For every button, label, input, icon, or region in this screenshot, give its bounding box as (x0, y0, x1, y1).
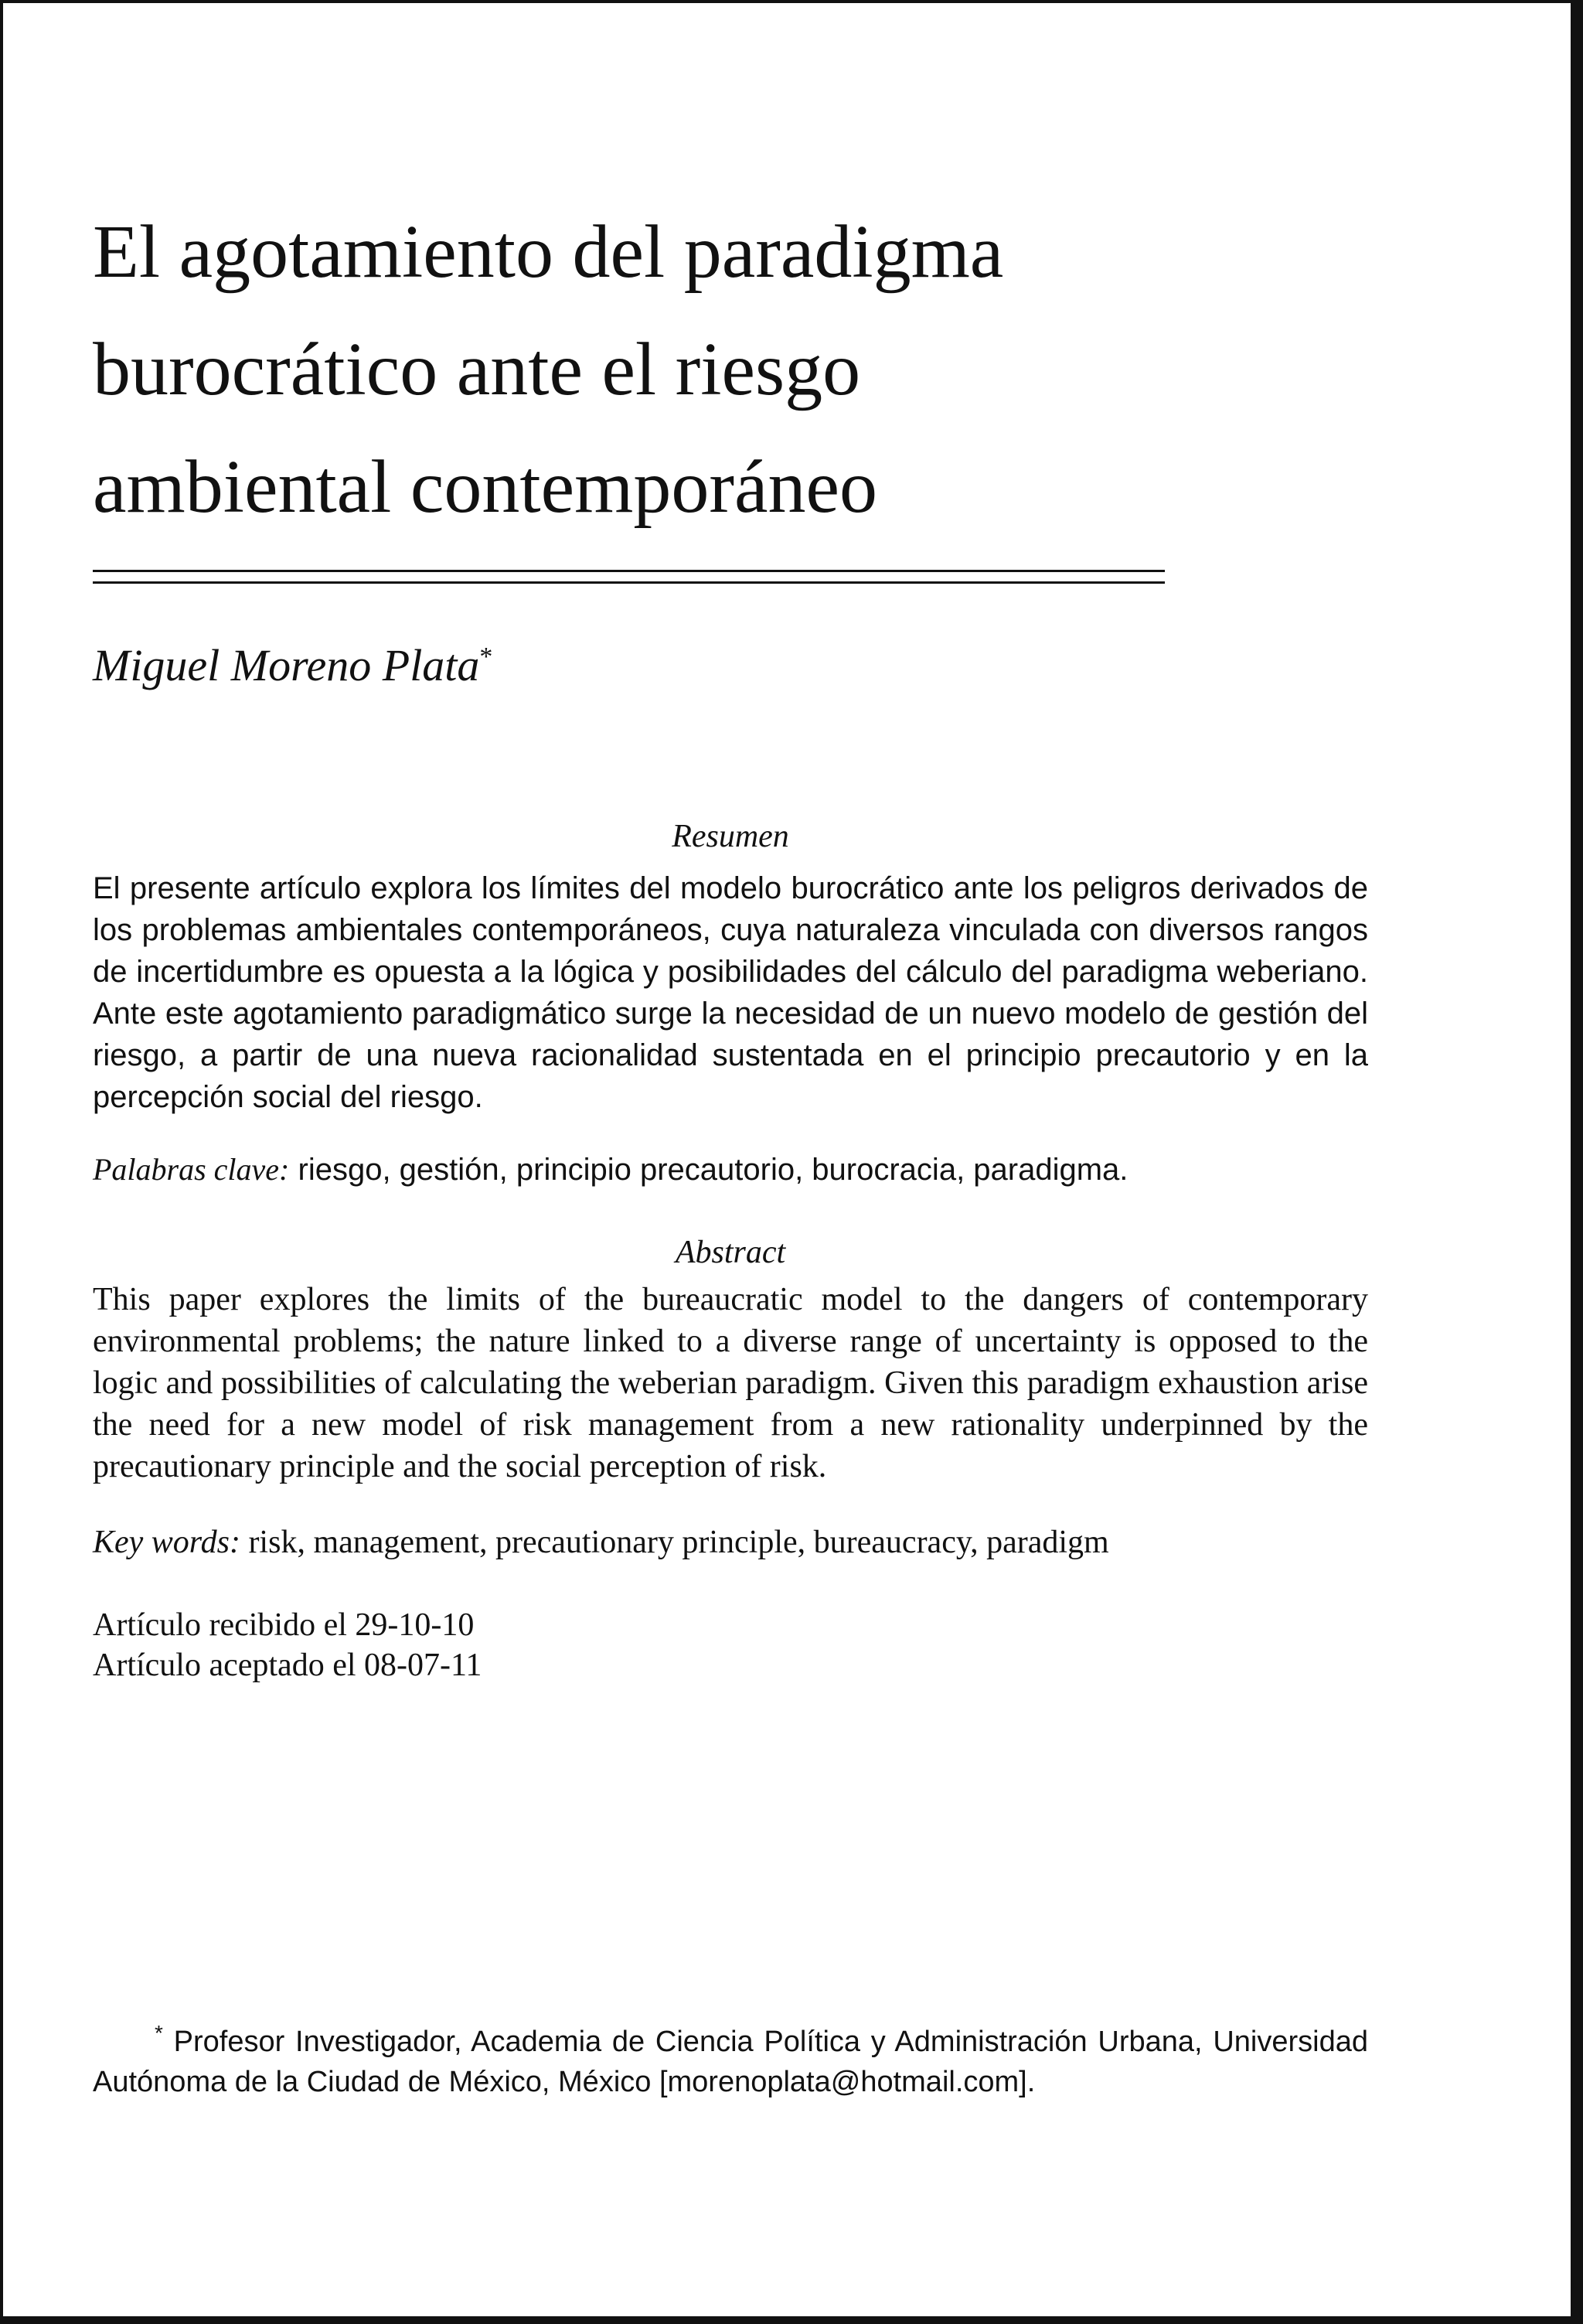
abstract-keywords-label: Key words: (93, 1525, 240, 1560)
abstract-heading: Abstract (675, 1235, 786, 1270)
article-title: El agotamiento del paradigma burocrático ante el riesgo ambiental contemporáneo (93, 210, 1004, 529)
abstract-keywords-list: risk, management, precautionary principle, bureaucracy, paradigm (248, 1525, 1109, 1560)
abstract-text: This paper explores the limits of the bureaucratic model to the dangers of contemporary environmental problems; the nature linked to a diverse range of uncertainty is opposed to the logic and possibilities of calculating the weberian paradigm. Given this paradigm exhaustion arise the need for a new model of risk management from a new rationality underpinned by the precautionary principle and the social perception of risk. (93, 1282, 1368, 1484)
accepted-date: Artículo aceptado el 08-07-11 (93, 1648, 482, 1683)
author-footnote (93, 2013, 1368, 2102)
scan-edge-left (0, 0, 3, 2324)
scan-edge-right (1571, 0, 1583, 2324)
scan-edge-bottom (0, 2316, 1583, 2324)
author-footnote-mark: * (479, 642, 493, 671)
abstract-keywords (93, 1522, 1368, 1563)
resumen-heading: Resumen (672, 819, 789, 854)
footnote-mark: * (155, 2021, 163, 2045)
article-dates (93, 1605, 482, 1685)
footnote-text: Profesor Investigador, Academia de Ciencia Política y Administración Urbana, Universidad Autónoma de la Ciudad de México, México [morenoplata@hotmail.com]. (93, 2026, 1368, 2098)
scan-edge-top (0, 0, 1583, 3)
author-name (93, 626, 492, 697)
resumen-keywords-list: riesgo, gestión, principio precautorio, burocracia, paradigma. (298, 1153, 1129, 1187)
resumen-keywords-label: Palabras clave: (93, 1152, 290, 1187)
resumen-keywords (93, 1149, 1368, 1191)
author-name-text: Miguel Moreno Plata (93, 640, 480, 690)
received-date: Artículo recibido el 29-10-10 (93, 1607, 475, 1643)
resumen-text: El presente artículo explora los límites del modelo burocrático ante los peligros derivados de los problemas ambientales contemporáneos, cuya naturaleza vinculada con diversos rangos de incertidumbre es opuesta a la lógica y posibilidades del cálculo del paradigma weberiano. Ante este agotamiento paradigmático surge la necesidad de un nuevo modelo de gestión del riesgo, a partir de una nueva racionalidad sustentada en el principio precautorio y en la percepción social del riesgo. (93, 871, 1368, 1114)
title-rule-bottom (93, 581, 1165, 584)
title-rule-top (93, 570, 1165, 572)
